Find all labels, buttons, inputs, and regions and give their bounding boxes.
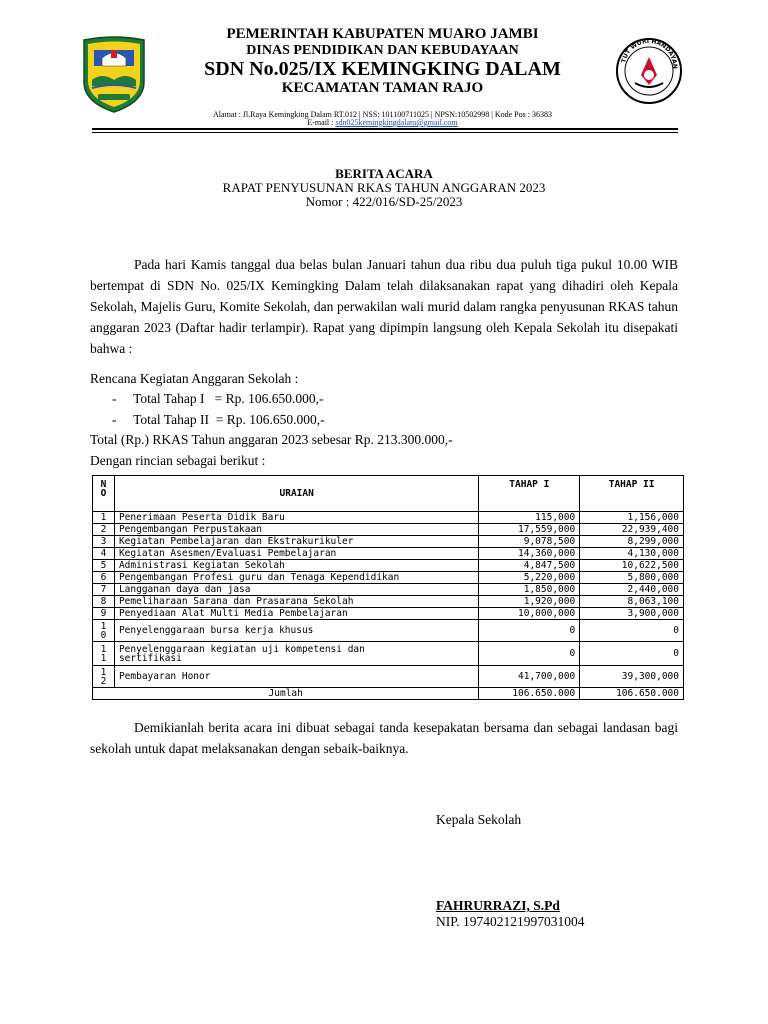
row-number: 1 1 [93, 642, 115, 666]
row-description: Pembayaran Honor [114, 666, 478, 688]
email-label: E-mail : [307, 118, 336, 127]
table-row [93, 642, 684, 666]
total-tahap-1: 106.650.000 [479, 688, 580, 700]
row-tahap-2: 0 [580, 642, 684, 666]
row-tahap-2: 8,063,100 [580, 596, 684, 608]
table-row [93, 620, 684, 642]
letterhead-rule-thin [92, 132, 678, 133]
detail-intro: Dengan rincian sebagai berikut : [90, 453, 266, 468]
row-description: Penyelenggaraan kegiatan uji kompetensi dan sertifikasi [114, 642, 478, 666]
column-header-tahap-1: TAHAP I [479, 476, 580, 512]
row-description: Langganan daya dan jasa [114, 584, 478, 596]
table-row [93, 560, 684, 572]
row-tahap-1: 0 [479, 642, 580, 666]
row-tahap-2: 3,900,000 [580, 608, 684, 620]
budget-table [92, 475, 684, 700]
row-description: Penerimaan Peserta Didik Baru [114, 512, 478, 524]
document-title: BERITA ACARA [335, 166, 433, 181]
table-row [93, 536, 684, 548]
district-name: KECAMATAN TAMAN RAJO [281, 80, 484, 96]
row-number: 9 [93, 608, 115, 620]
logo-motto: TUT WURI HANDAYAN [620, 37, 679, 70]
signatory-name: FAHRURRAZI, S.Pd [436, 898, 560, 913]
row-number: 6 [93, 572, 115, 584]
row-tahap-2: 5,800,000 [580, 572, 684, 584]
agency-name: DINAS PENDIDIKAN DAN KEBUDAYAAN [246, 43, 519, 58]
row-description: Pengembangan Perpustakaan [114, 524, 478, 536]
closing-paragraph: Demikianlah berita acara ini dibuat sebagai tanda kesepakatan bersama dan sebagai landasan bagi sekolah untuk dapat melaksanakan dengan sebaik-baiknya. [90, 720, 678, 756]
row-tahap-1: 1,850,000 [479, 584, 580, 596]
email-link[interactable]: sdn025kemingkingdalam@gmail.com [335, 118, 458, 127]
email-line [150, 118, 615, 127]
row-tahap-2: 0 [580, 620, 684, 642]
row-description: Pemeliharaan Sarana dan Prasarana Sekolah [114, 596, 478, 608]
row-description: Pengembangan Profesi guru dan Tenaga Kependidikan [114, 572, 478, 584]
row-tahap-1: 10,000,000 [479, 608, 580, 620]
table-row [93, 524, 684, 536]
table-row [93, 584, 684, 596]
opening-paragraph: Pada hari Kamis tanggal dua belas bulan Januari tahun dua ribu dua puluh tiga pukul 10.00 WIB bertempat di SDN No. 025/IX Kemingking Dalam telah dilaksanakan rapat yang dihadiri oleh Kepala Sekolah, Majelis Guru, Komite Sekolah, dan perwakilan wali murid dalam rangka penyusunan RKAS tahun anggaran 2023 (Daftar hadir terlampir). Rapat yang dipimpin langsung oleh Kepala Sekolah itu disepakati bahwa : [90, 257, 678, 356]
row-tahap-1: 115,000 [479, 512, 580, 524]
row-tahap-1: 17,559,000 [479, 524, 580, 536]
school-address: Alamat : Jl.Raya Kemingking Dalam RT.012 | NSS: 101100711025 | NPSN:10502998 | Kode Pos : 36383 [213, 110, 552, 119]
letterhead-rule-thick [92, 128, 678, 130]
row-number: 7 [93, 584, 115, 596]
document-subtitle: RAPAT PENYUSUNAN RKAS TAHUN ANGGARAN 2023 [222, 180, 546, 195]
stage-2-total: - Total Tahap II = Rp. 106.650.000,- [112, 412, 325, 427]
row-description: Penyelenggaraan bursa kerja khusus [114, 620, 478, 642]
regency-logo [78, 36, 150, 114]
row-tahap-1: 14,360,000 [479, 548, 580, 560]
tut-wuri-handayani-logo [613, 37, 685, 105]
row-number: 3 [93, 536, 115, 548]
row-tahap-1: 1,920,000 [479, 596, 580, 608]
row-tahap-2: 4,130,000 [580, 548, 684, 560]
signatory-nip: NIP. 197402121997031004 [436, 914, 585, 929]
row-tahap-2: 22,939,400 [580, 524, 684, 536]
column-header-tahap-2: TAHAP II [580, 476, 684, 512]
signatory-role: Kepala Sekolah [436, 812, 522, 827]
stage-1-total: - Total Tahap I = Rp. 106.650.000,- [112, 391, 324, 406]
row-tahap-2: 8,299,000 [580, 536, 684, 548]
row-tahap-2: 39,300,000 [580, 666, 684, 688]
total-tahap-2: 106.650.000 [580, 688, 684, 700]
column-header-no: N O [93, 476, 115, 512]
row-number: 2 [93, 524, 115, 536]
row-tahap-1: 41,700,000 [479, 666, 580, 688]
table-total-row [93, 688, 684, 700]
table-row [93, 608, 684, 620]
row-description: Administrasi Kegiatan Sekolah [114, 560, 478, 572]
row-description: Kegiatan Asesmen/Evaluasi Pembelajaran [114, 548, 478, 560]
table-row [93, 512, 684, 524]
table-row [93, 548, 684, 560]
table-row [93, 572, 684, 584]
row-number: 8 [93, 596, 115, 608]
rkas-total: Total (Rp.) RKAS Tahun anggaran 2023 sebesar Rp. 213.300.000,- [90, 432, 453, 447]
row-description: Kegiatan Pembelajaran dan Ekstrakurikuler [114, 536, 478, 548]
row-number: 4 [93, 548, 115, 560]
row-tahap-1: 5,220,000 [479, 572, 580, 584]
row-tahap-2: 10,622,500 [580, 560, 684, 572]
column-header-uraian: URAIAN [114, 476, 478, 512]
row-number: 1 2 [93, 666, 115, 688]
row-tahap-1: 9,078,500 [479, 536, 580, 548]
row-tahap-1: 4,847,500 [479, 560, 580, 572]
row-tahap-2: 1,156,000 [580, 512, 684, 524]
school-name: SDN No.025/IX KEMINGKING DALAM [204, 58, 561, 80]
plan-heading: Rencana Kegiatan Anggaran Sekolah : [90, 371, 299, 386]
row-description: Penyediaan Alat Multi Media Pembelajaran [114, 608, 478, 620]
row-tahap-1: 0 [479, 620, 580, 642]
row-tahap-2: 2,440,000 [580, 584, 684, 596]
row-number: 5 [93, 560, 115, 572]
row-number: 1 0 [93, 620, 115, 642]
total-label: Jumlah [93, 688, 479, 700]
government-name: PEMERINTAH KABUPATEN MUARO JAMBI [226, 26, 539, 42]
row-number: 1 [93, 512, 115, 524]
table-row [93, 666, 684, 688]
document-number: Nomor : 422/016/SD-25/2023 [305, 194, 463, 209]
table-row [93, 596, 684, 608]
